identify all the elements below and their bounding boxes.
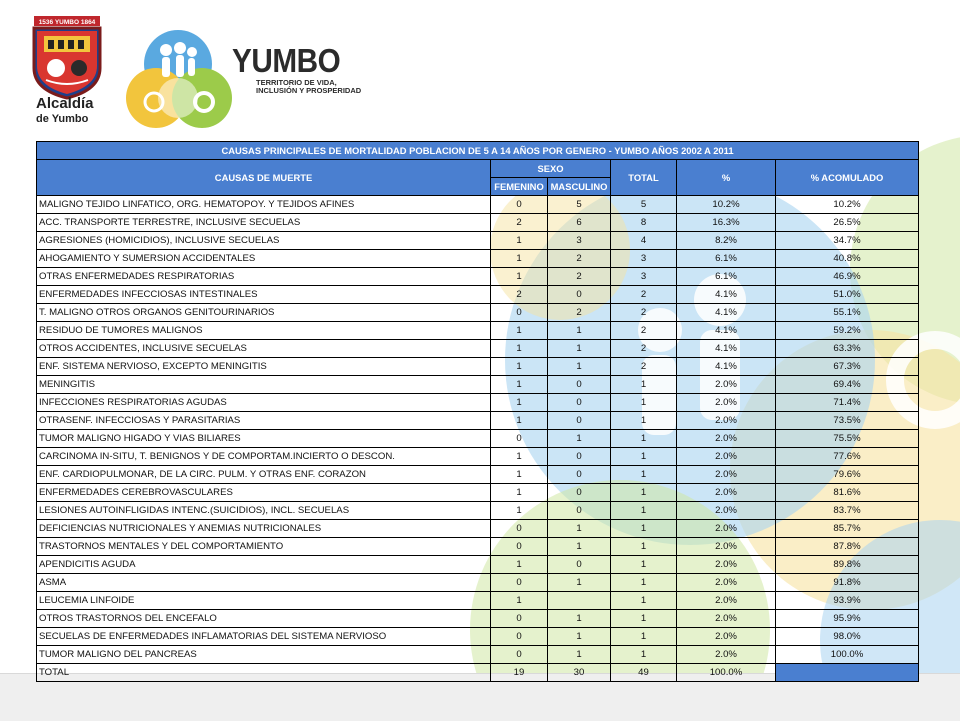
female-cell: 1 xyxy=(491,502,548,520)
total-cell: 2 xyxy=(611,340,677,358)
table-row xyxy=(37,556,919,574)
cumulative-cell: 100.0% xyxy=(776,646,919,664)
cumulative-cell: 87.8% xyxy=(776,538,919,556)
table-row xyxy=(37,394,919,412)
table-row xyxy=(37,430,919,448)
cumulative-cell: 95.9% xyxy=(776,610,919,628)
total-cell: 1 xyxy=(611,520,677,538)
male-cell: 3 xyxy=(548,232,611,250)
female-cell: 1 xyxy=(491,358,548,376)
cumulative-cell: 69.4% xyxy=(776,376,919,394)
percent-cell: 2.0% xyxy=(677,412,776,430)
cause-cell: ENFERMEDADES INFECCIOSAS INTESTINALES xyxy=(37,286,491,304)
female-cell: 1 xyxy=(491,412,548,430)
cause-cell: APENDICITIS AGUDA xyxy=(37,556,491,574)
total-cell: 1 xyxy=(611,610,677,628)
percent-cell: 10.2% xyxy=(677,196,776,214)
percent-cell: 2.0% xyxy=(677,556,776,574)
total-cell: 2 xyxy=(611,358,677,376)
female-cell: 1 xyxy=(491,448,548,466)
male-cell: 0 xyxy=(548,286,611,304)
percent-cell: 2.0% xyxy=(677,466,776,484)
table-row xyxy=(37,466,919,484)
cause-cell: OTRAS ENFERMEDADES RESPIRATORIAS xyxy=(37,268,491,286)
table-title: CAUSAS PRINCIPALES DE MORTALIDAD POBLACION DE 5 A 14 AÑOS POR GENERO - YUMBO AÑOS 2002 A 2011 xyxy=(37,142,919,160)
cause-cell: ACC. TRANSPORTE TERRESTRE, INCLUSIVE SECUELAS xyxy=(37,214,491,232)
cumulative-cell: 40.8% xyxy=(776,250,919,268)
table-row xyxy=(37,322,919,340)
male-cell: 1 xyxy=(548,520,611,538)
total-cell: 1 xyxy=(611,592,677,610)
male-cell: 0 xyxy=(548,376,611,394)
table-row xyxy=(37,448,919,466)
female-cell: 0 xyxy=(491,628,548,646)
male-cell: 0 xyxy=(548,394,611,412)
female-cell: 0 xyxy=(491,574,548,592)
table-row xyxy=(37,646,919,664)
cumulative-cell: 98.0% xyxy=(776,628,919,646)
cause-cell: ENF. SISTEMA NERVIOSO, EXCEPTO MENINGITIS xyxy=(37,358,491,376)
female-cell: 1 xyxy=(491,556,548,574)
male-cell: 1 xyxy=(548,538,611,556)
cumulative-cell: 63.3% xyxy=(776,340,919,358)
cause-cell: CARCINOMA IN-SITU, T. BENIGNOS Y DE COMPORTAM.INCIERTO O DESCON. xyxy=(37,448,491,466)
cumulative-cell: 83.7% xyxy=(776,502,919,520)
cause-cell: OTRASENF. INFECCIOSAS Y PARASITARIAS xyxy=(37,412,491,430)
percent-cell: 8.2% xyxy=(677,232,776,250)
female-cell: 0 xyxy=(491,610,548,628)
yumbo-brand-logo-icon xyxy=(118,16,238,134)
male-cell: 6 xyxy=(548,214,611,232)
total-label: TOTAL xyxy=(37,664,491,682)
cumulative-cell: 85.7% xyxy=(776,520,919,538)
cause-cell: OTROS TRASTORNOS DEL ENCEFALO xyxy=(37,610,491,628)
total-cell: 1 xyxy=(611,628,677,646)
cumulative-cell: 79.6% xyxy=(776,466,919,484)
total-cell: 1 xyxy=(611,466,677,484)
total-cell: 1 xyxy=(611,556,677,574)
cumulative-cell: 75.5% xyxy=(776,430,919,448)
total-cell: 5 xyxy=(611,196,677,214)
male-cell: 1 xyxy=(548,430,611,448)
total-row xyxy=(37,664,919,682)
total-cumulative-fill xyxy=(776,664,919,682)
header-percent: % xyxy=(677,160,776,196)
percent-cell: 2.0% xyxy=(677,538,776,556)
female-cell: 1 xyxy=(491,592,548,610)
table-row xyxy=(37,538,919,556)
total-cell: 8 xyxy=(611,214,677,232)
city-name-line2: de Yumbo xyxy=(36,112,89,125)
male-cell: 1 xyxy=(548,610,611,628)
table-row xyxy=(37,628,919,646)
total-cell: 1 xyxy=(611,538,677,556)
percent-cell: 4.1% xyxy=(677,340,776,358)
female-cell: 2 xyxy=(491,286,548,304)
cumulative-cell: 81.6% xyxy=(776,484,919,502)
header-female: FEMENINO xyxy=(491,178,548,196)
cumulative-cell: 73.5% xyxy=(776,412,919,430)
percent-cell: 2.0% xyxy=(677,394,776,412)
cause-cell: INFECCIONES RESPIRATORIAS AGUDAS xyxy=(37,394,491,412)
female-cell: 0 xyxy=(491,520,548,538)
female-cell: 2 xyxy=(491,214,548,232)
cause-cell: ENFERMEDADES CEREBROVASCULARES xyxy=(37,484,491,502)
total-cell: 3 xyxy=(611,250,677,268)
table-row xyxy=(37,214,919,232)
female-cell: 1 xyxy=(491,268,548,286)
brand-block xyxy=(232,44,366,96)
male-cell: 1 xyxy=(548,646,611,664)
cumulative-cell: 55.1% xyxy=(776,304,919,322)
total-total: 49 xyxy=(611,664,677,682)
brand-name: YUMBO xyxy=(232,42,341,79)
table-row xyxy=(37,574,919,592)
percent-cell: 2.0% xyxy=(677,520,776,538)
cause-cell: SECUELAS DE ENFERMEDADES INFLAMATORIAS DEL SISTEMA NERVIOSO xyxy=(37,628,491,646)
male-cell: 0 xyxy=(548,556,611,574)
percent-cell: 16.3% xyxy=(677,214,776,232)
cause-cell: TUMOR MALIGNO DEL PANCREAS xyxy=(37,646,491,664)
total-male: 30 xyxy=(548,664,611,682)
cumulative-cell: 67.3% xyxy=(776,358,919,376)
total-cell: 1 xyxy=(611,502,677,520)
male-cell: 1 xyxy=(548,358,611,376)
percent-cell: 4.1% xyxy=(677,322,776,340)
total-cell: 1 xyxy=(611,646,677,664)
header-total: TOTAL xyxy=(611,160,677,196)
table-row xyxy=(37,340,919,358)
table-row xyxy=(37,268,919,286)
table-row xyxy=(37,484,919,502)
male-cell: 0 xyxy=(548,466,611,484)
total-cell: 1 xyxy=(611,394,677,412)
table-row xyxy=(37,520,919,538)
header-cause: CAUSAS DE MUERTE xyxy=(37,160,491,196)
percent-cell: 6.1% xyxy=(677,250,776,268)
percent-cell: 2.0% xyxy=(677,448,776,466)
cumulative-cell: 77.6% xyxy=(776,448,919,466)
cause-cell: TRASTORNOS MENTALES Y DEL COMPORTAMIENTO xyxy=(37,538,491,556)
cause-cell: AHOGAMIENTO Y SUMERSION ACCIDENTALES xyxy=(37,250,491,268)
cumulative-cell: 46.9% xyxy=(776,268,919,286)
percent-cell: 2.0% xyxy=(677,574,776,592)
table-row xyxy=(37,502,919,520)
table-row xyxy=(37,610,919,628)
percent-cell: 4.1% xyxy=(677,358,776,376)
cumulative-cell: 26.5% xyxy=(776,214,919,232)
female-cell: 0 xyxy=(491,304,548,322)
male-cell: 1 xyxy=(548,322,611,340)
female-cell: 1 xyxy=(491,232,548,250)
total-percent: 100.0% xyxy=(677,664,776,682)
table-row xyxy=(37,412,919,430)
mortality-table xyxy=(36,141,919,682)
cumulative-cell: 71.4% xyxy=(776,394,919,412)
table-row xyxy=(37,358,919,376)
female-cell: 1 xyxy=(491,484,548,502)
male-cell: 5 xyxy=(548,196,611,214)
female-cell: 1 xyxy=(491,250,548,268)
header-male: MASCULINO xyxy=(548,178,611,196)
cumulative-cell: 93.9% xyxy=(776,592,919,610)
male-cell: 0 xyxy=(548,502,611,520)
table-row xyxy=(37,232,919,250)
percent-cell: 2.0% xyxy=(677,484,776,502)
total-female: 19 xyxy=(491,664,548,682)
percent-cell: 4.1% xyxy=(677,286,776,304)
table-row xyxy=(37,250,919,268)
percent-cell: 2.0% xyxy=(677,376,776,394)
header-sex: SEXO xyxy=(491,160,611,178)
cause-cell: TUMOR MALIGNO HIGADO Y VIAS BILIARES xyxy=(37,430,491,448)
table-row xyxy=(37,376,919,394)
female-cell: 0 xyxy=(491,646,548,664)
percent-cell: 4.1% xyxy=(677,304,776,322)
female-cell: 1 xyxy=(491,394,548,412)
percent-cell: 2.0% xyxy=(677,628,776,646)
cumulative-cell: 59.2% xyxy=(776,322,919,340)
percent-cell: 2.0% xyxy=(677,646,776,664)
brand-tagline: TERRITORIO DE VIDA, INCLUSIÓN Y PROSPERIDAD xyxy=(256,78,362,96)
male-cell: 2 xyxy=(548,268,611,286)
total-cell: 1 xyxy=(611,376,677,394)
cumulative-cell: 10.2% xyxy=(776,196,919,214)
total-cell: 1 xyxy=(611,574,677,592)
table-row xyxy=(37,196,919,214)
svg-text:1536 YUMBO 1864: 1536 YUMBO 1864 xyxy=(38,19,96,26)
percent-cell: 2.0% xyxy=(677,592,776,610)
city-label xyxy=(36,96,94,125)
female-cell: 0 xyxy=(491,196,548,214)
female-cell: 1 xyxy=(491,322,548,340)
percent-cell: 6.1% xyxy=(677,268,776,286)
header-cumulative: % ACOMULADO xyxy=(776,160,919,196)
male-cell xyxy=(548,592,611,610)
table-row xyxy=(37,592,919,610)
female-cell: 1 xyxy=(491,340,548,358)
male-cell: 2 xyxy=(548,250,611,268)
female-cell: 1 xyxy=(491,376,548,394)
cause-cell: MALIGNO TEJIDO LINFATICO, ORG. HEMATOPOY. Y TEJIDOS AFINES xyxy=(37,196,491,214)
male-cell: 0 xyxy=(548,448,611,466)
total-cell: 2 xyxy=(611,304,677,322)
total-cell: 2 xyxy=(611,322,677,340)
female-cell: 0 xyxy=(491,538,548,556)
cumulative-cell: 34.7% xyxy=(776,232,919,250)
male-cell: 2 xyxy=(548,304,611,322)
male-cell: 1 xyxy=(548,574,611,592)
male-cell: 1 xyxy=(548,340,611,358)
cumulative-cell: 51.0% xyxy=(776,286,919,304)
female-cell: 0 xyxy=(491,430,548,448)
cause-cell: MENINGITIS xyxy=(37,376,491,394)
city-name-line1: Alcaldía xyxy=(36,95,94,112)
total-cell: 4 xyxy=(611,232,677,250)
cause-cell: LESIONES AUTOINFLIGIDAS INTENC.(SUICIDIOS), INCL. SECUELAS xyxy=(37,502,491,520)
table-row xyxy=(37,286,919,304)
cause-cell: ENF. CARDIOPULMONAR, DE LA CIRC. PULM. Y OTRAS ENF. CORAZON xyxy=(37,466,491,484)
cause-cell: OTROS ACCIDENTES, INCLUSIVE SECUELAS xyxy=(37,340,491,358)
total-cell: 3 xyxy=(611,268,677,286)
cause-cell: ASMA xyxy=(37,574,491,592)
cause-cell: DEFICIENCIAS NUTRICIONALES Y ANEMIAS NUTRICIONALES xyxy=(37,520,491,538)
total-cell: 1 xyxy=(611,412,677,430)
table-row xyxy=(37,304,919,322)
total-cell: 1 xyxy=(611,484,677,502)
total-cell: 1 xyxy=(611,448,677,466)
male-cell: 0 xyxy=(548,484,611,502)
percent-cell: 2.0% xyxy=(677,430,776,448)
cumulative-cell: 89.8% xyxy=(776,556,919,574)
total-cell: 2 xyxy=(611,286,677,304)
cause-cell: T. MALIGNO OTROS ORGANOS GENITOURINARIOS xyxy=(37,304,491,322)
cause-cell: AGRESIONES (HOMICIDIOS), INCLUSIVE SECUELAS xyxy=(37,232,491,250)
cause-cell: LEUCEMIA LINFOIDE xyxy=(37,592,491,610)
percent-cell: 2.0% xyxy=(677,610,776,628)
female-cell: 1 xyxy=(491,466,548,484)
cause-cell: RESIDUO DE TUMORES MALIGNOS xyxy=(37,322,491,340)
percent-cell: 2.0% xyxy=(677,502,776,520)
male-cell: 1 xyxy=(548,628,611,646)
cumulative-cell: 91.8% xyxy=(776,574,919,592)
total-cell: 1 xyxy=(611,430,677,448)
male-cell: 0 xyxy=(548,412,611,430)
